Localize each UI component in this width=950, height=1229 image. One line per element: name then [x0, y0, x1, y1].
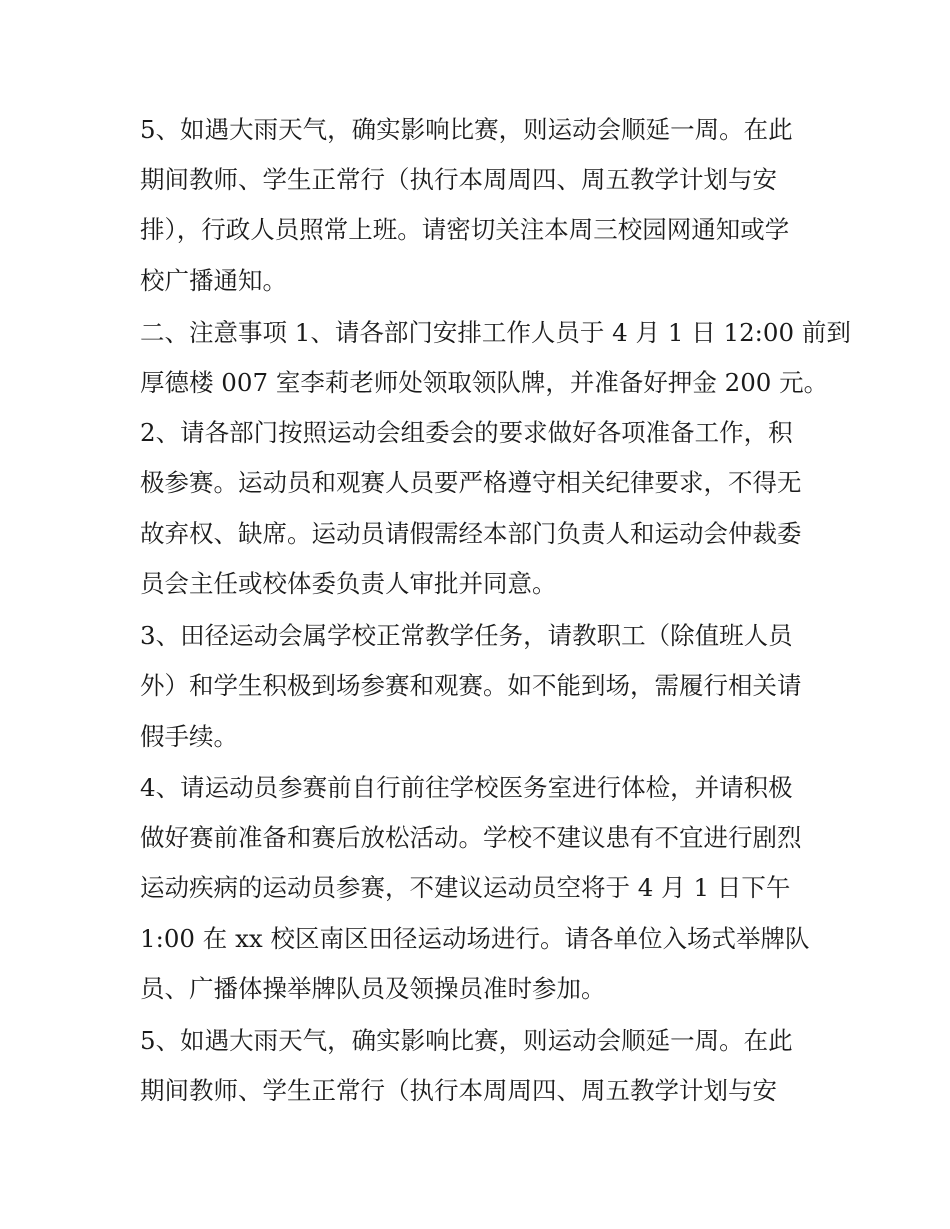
text-line: 2、请各部门按照运动会组委会的要求做好各项准备工作，积 — [140, 418, 793, 447]
text-line: 校广播通知。 — [140, 266, 287, 295]
text-line: 4、请运动员参赛前自行前往学校医务室进行体检，并请积极 — [140, 773, 793, 802]
text-line: 故弃权、缺席。运动员请假需经本部门负责人和运动会仲裁委 — [140, 519, 802, 548]
text-line: 5、如遇大雨天气，确实影响比赛，则运动会顺延一周。在此 — [140, 1026, 793, 1055]
text-line: 做好赛前准备和赛后放松活动。学校不建议患有不宜进行剧烈 — [140, 823, 802, 852]
text-line: 员、广播体操举牌队员及领操员准时参加。 — [140, 974, 606, 1003]
text-line: 假手续。 — [140, 722, 238, 751]
text-line: 3、田径运动会属学校正常教学任务，请教职工（除值班人员 — [140, 621, 793, 650]
text-line: 期间教师、学生正常行（执行本周周四、周五教学计划与安 — [140, 165, 777, 194]
text-line: 外）和学生积极到场参赛和观赛。如不能到场，需履行相关请 — [140, 671, 802, 700]
text-line: 员会主任或校体委负责人审批并同意。 — [140, 569, 557, 598]
text-line: 1:00 在 xx 校区南区田径运动场进行。请各单位入场式举牌队 — [140, 924, 810, 953]
text-line: 期间教师、学生正常行（执行本周周四、周五教学计划与安 — [140, 1076, 777, 1105]
text-line: 5、如遇大雨天气，确实影响比赛，则运动会顺延一周。在此 — [140, 115, 793, 144]
text-line: 二、注意事项 1、请各部门安排工作人员于 4 月 1 日 12:00 前到 — [140, 318, 851, 347]
text-line: 极参赛。运动员和观赛人员要严格遵守相关纪律要求，不得无 — [140, 468, 802, 497]
text-line: 厚德楼 007 室李莉老师处领取领队牌，并准备好押金 200 元。 — [140, 368, 829, 397]
text-line: 运动疾病的运动员参赛，不建议运动员空将于 4 月 1 日下午 — [140, 873, 791, 902]
text-line: 排），行政人员照常上班。请密切关注本周三校园网通知或学 — [140, 215, 790, 244]
